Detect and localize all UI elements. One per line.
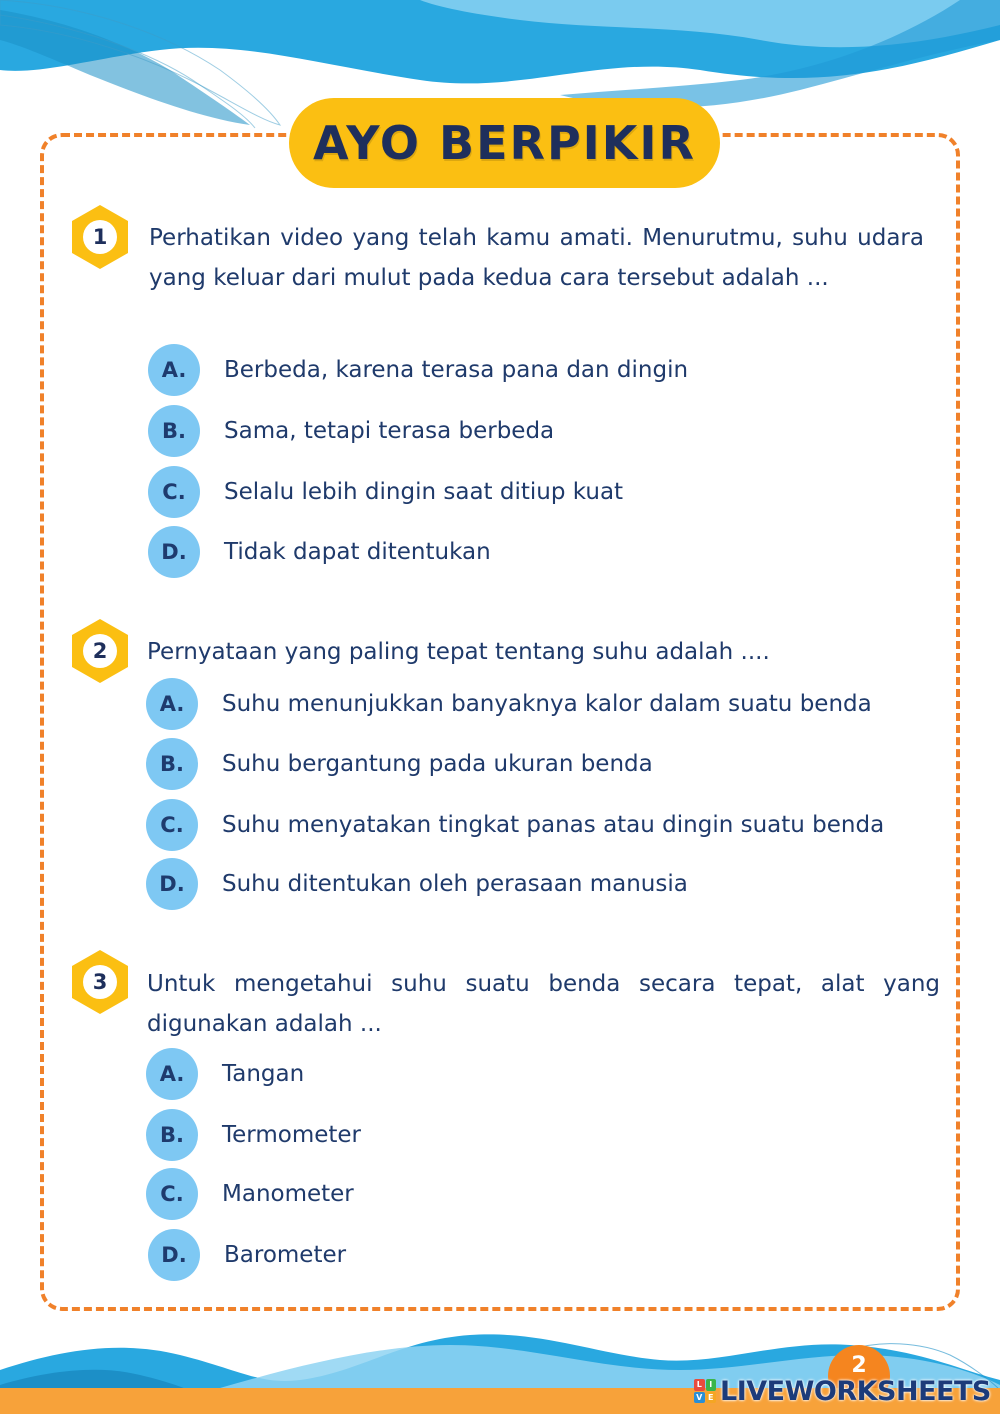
question-number-badge [70, 949, 130, 1015]
option-d-button[interactable]: D. [146, 858, 198, 910]
option-a-button[interactable]: A. [146, 678, 198, 730]
option-a-button[interactable]: A. [148, 344, 200, 396]
option-a-text[interactable]: Suhu menunjukkan banyaknya kalor dalam suatu benda [222, 691, 872, 717]
page-number: 2 [828, 1345, 890, 1407]
option-d-text[interactable]: Barometer [224, 1242, 347, 1268]
option-a-text[interactable]: Tangan [222, 1061, 305, 1087]
question-number: 1 [92, 225, 108, 249]
option-b-button[interactable]: B. [146, 738, 198, 790]
option-c-button[interactable]: C. [148, 466, 200, 518]
option-b-text[interactable]: Termometer [222, 1122, 361, 1148]
question-number: 3 [92, 970, 108, 994]
question-number-badge [70, 618, 130, 684]
question-number-badge [70, 204, 130, 270]
option-d-text[interactable]: Suhu ditentukan oleh perasaan manusia [222, 871, 688, 897]
option-d-button[interactable]: D. [148, 1229, 200, 1281]
option-d-button[interactable]: D. [148, 526, 200, 578]
option-b-text[interactable]: Suhu bergantung pada ukuran benda [222, 751, 653, 777]
question-number: 2 [92, 639, 108, 663]
question-text: Perhatikan video yang telah kamu amati. Menurutmu, suhu udara yang keluar dari mulut pada kedua cara tersebut adalah ... [149, 225, 924, 291]
question-text: Untuk mengetahui suhu suatu benda secara tepat, alat yang digunakan adalah ... [147, 971, 940, 1037]
option-b-button[interactable]: B. [146, 1109, 198, 1161]
liveworksheets-logo-icon: L I V E [694, 1379, 716, 1403]
brand-watermark[interactable] [694, 1374, 991, 1408]
brand-name: LIVEWORKSHEETS [720, 1375, 991, 1407]
option-c-text[interactable]: Suhu menyatakan tingkat panas atau dingin suatu benda [222, 812, 885, 838]
option-b-text[interactable]: Sama, tetapi terasa berbeda [224, 418, 555, 444]
option-c-button[interactable]: C. [146, 799, 198, 851]
option-a-text[interactable]: Berbeda, karena terasa pana dan dingin [224, 357, 689, 383]
option-b-button[interactable]: B. [148, 405, 200, 457]
option-c-text[interactable]: Manometer [222, 1181, 354, 1207]
option-d-text[interactable]: Tidak dapat ditentukan [224, 539, 491, 565]
question-text: Pernyataan yang paling tepat tentang suhu adalah .... [147, 639, 770, 665]
page-title: AYO BERPIKIR [289, 98, 720, 188]
option-c-text[interactable]: Selalu lebih dingin saat ditiup kuat [224, 479, 624, 505]
option-c-button[interactable]: C. [146, 1168, 198, 1220]
option-a-button[interactable]: A. [146, 1048, 198, 1100]
